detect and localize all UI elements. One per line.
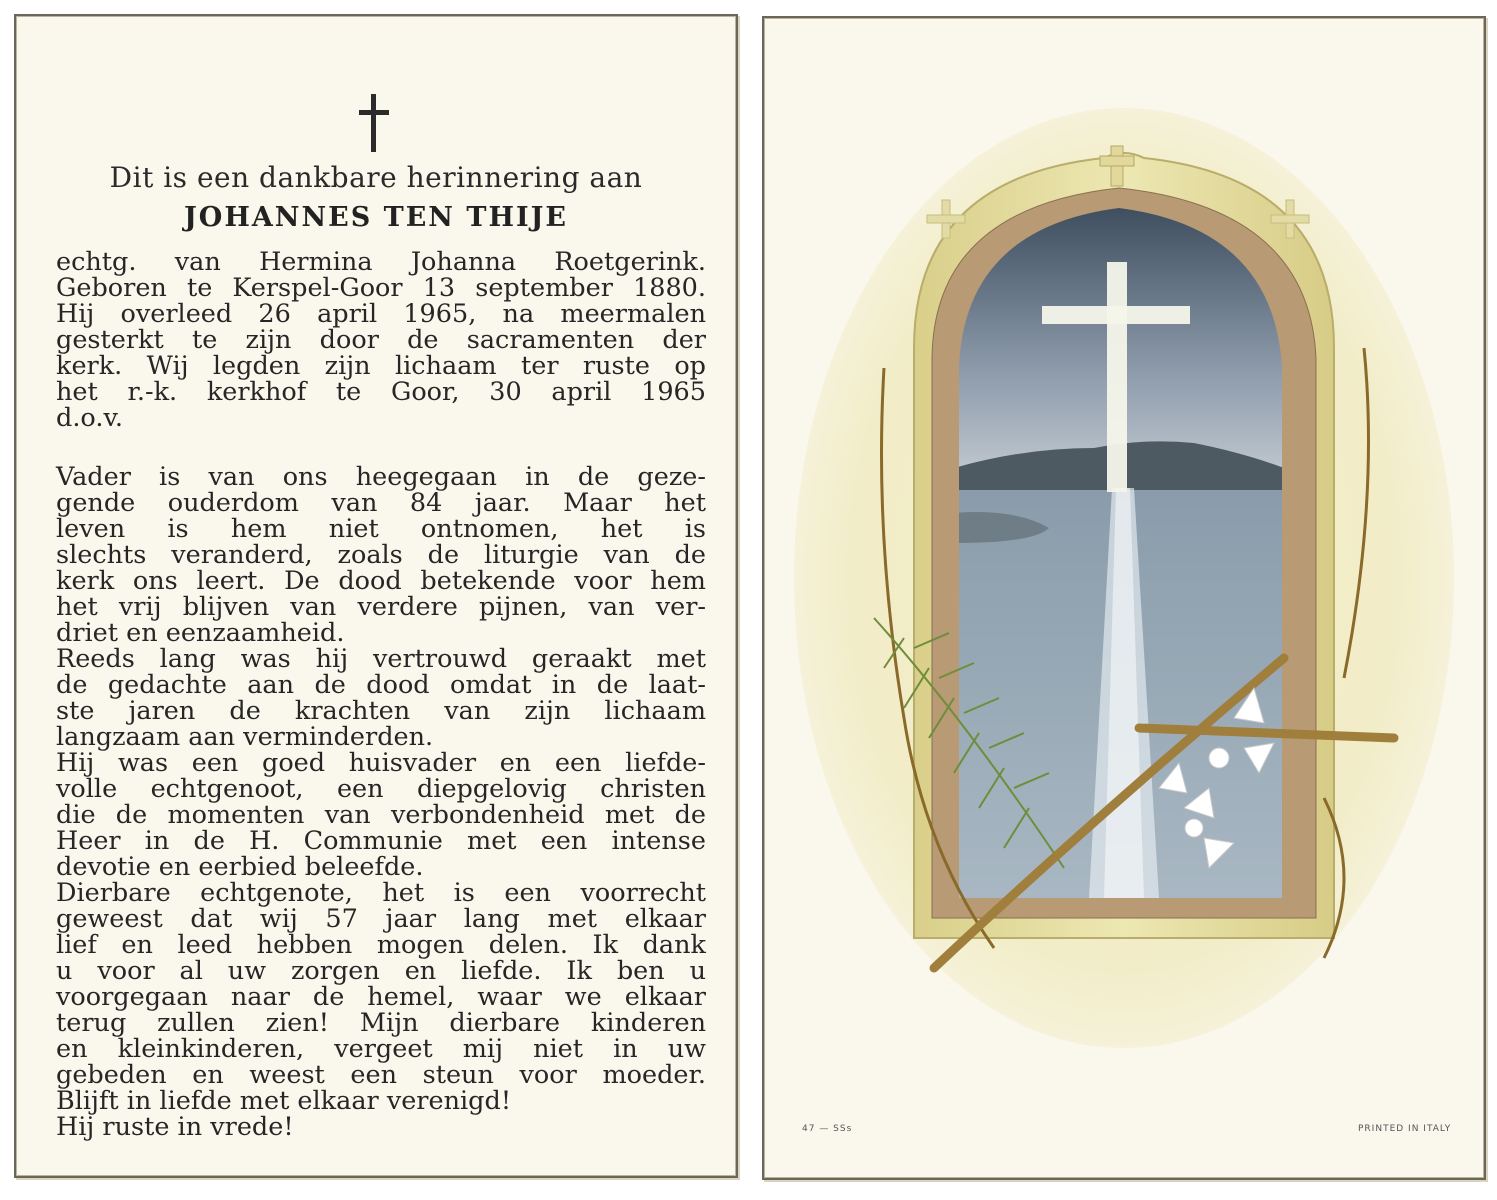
text-line: Vader is van ons heegegaan in de geze- — [56, 462, 706, 492]
intro-heading: Dit is een dankbare herinnering aan — [109, 161, 643, 194]
text-line: Dierbare echtgenote, het is een voorrecht — [56, 878, 706, 908]
text-line: het vrij blijven van verdere pijnen, van ver- — [56, 592, 706, 622]
text-line: ste jaren de krachten van zijn lichaam — [56, 696, 706, 726]
text-line: Geboren te Kerspel-Goor 13 september 1880. — [56, 273, 706, 303]
text-line: devotie en eerbied beleefde. — [56, 852, 424, 882]
text-line: Heer in de H. Communie met een intense — [56, 826, 706, 856]
deceased-name: JOHANNES TEN THIJE — [184, 202, 568, 233]
devotional-illustration — [764, 18, 1484, 1178]
memorial-picture-card — [762, 16, 1486, 1180]
text-line: het r.-k. kerkhof te Goor, 30 april 1965 — [56, 377, 706, 407]
biography-paragraph — [56, 249, 706, 431]
text-line: geweest dat wij 57 jaar lang met elkaar — [56, 904, 706, 934]
text-line: Reeds lang was hij vertrouwd geraakt met — [56, 644, 706, 674]
text-line: gesterkt te zijn door de sacramenten der — [56, 325, 706, 355]
text-line: kerk. Wij legden zijn lichaam ter ruste op — [56, 351, 706, 381]
text-line: leven is hem niet ontnomen, het is — [56, 514, 706, 544]
text-line: Blijft in liefde met elkaar verenigd! — [56, 1086, 512, 1116]
print-code: 47 — SSs — [802, 1124, 853, 1134]
text-line: en kleinkinderen, vergeet mij niet in uw — [56, 1034, 706, 1064]
text-line: gende ouderdom van 84 jaar. Maar het — [56, 488, 706, 518]
text-line: langzaam aan verminderden. — [56, 722, 434, 752]
latin-cross-icon — [356, 94, 392, 152]
text-line: echtg. van Hermina Johanna Roetgerink. — [56, 247, 706, 277]
text-line: Hij ruste in vrede! — [56, 1112, 294, 1142]
text-line: Hij overleed 26 april 1965, na meermalen — [56, 299, 706, 329]
text-line: u voor al uw zorgen en liefde. Ik ben u — [56, 956, 706, 986]
text-line: driet en eenzaamheid. — [56, 618, 345, 648]
text-line: gebeden en weest een steun voor moeder. — [56, 1060, 706, 1090]
text-line: Hij was een goed huisvader en een liefde- — [56, 748, 706, 778]
print-origin: PRINTED IN ITALY — [1358, 1124, 1452, 1134]
reflection-paragraph — [56, 464, 706, 1140]
text-line: volle echtgenoot, een diepgelovig christen — [56, 774, 706, 804]
text-line: slechts veranderd, zoals de liturgie van de — [56, 540, 706, 570]
text-line: die de momenten van verbondenheid met de — [56, 800, 706, 830]
text-line: voorgegaan naar de hemel, waar we elkaar — [56, 982, 706, 1012]
memorial-text-card — [14, 14, 738, 1178]
text-line: d.o.v. — [56, 403, 123, 433]
text-line: kerk ons leert. De dood betekende voor hem — [56, 566, 706, 596]
text-line: lief en leed hebben mogen delen. Ik dank — [56, 930, 706, 960]
text-line: terug zullen zien! Mijn dierbare kinderen — [56, 1008, 706, 1038]
text-line: de gedachte aan de dood omdat in de laat- — [56, 670, 706, 700]
